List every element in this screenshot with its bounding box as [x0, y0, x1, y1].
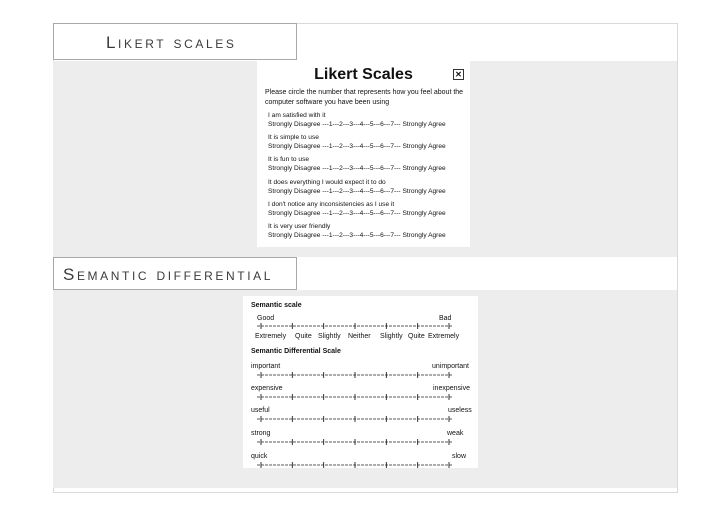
likert-item-scale: Strongly Disagree ---1---2---3---4---5---6---7--- Strongly Agree	[268, 165, 446, 172]
pair-right-label: slow	[452, 453, 467, 460]
likert-item-scale: Strongly Disagree ---1---2---3---4---5---6---7--- Strongly Agree	[268, 210, 446, 217]
semantic-differential-title: Semantic Differential Scale	[251, 348, 341, 355]
degree-label: Quite	[295, 333, 312, 340]
degree-label: Neither	[348, 333, 371, 340]
pair-right-label: unimportant	[432, 363, 469, 370]
likert-item	[268, 111, 446, 129]
likert-item-statement: I am satisfied with it	[268, 112, 326, 119]
degree-label: Quite	[408, 333, 425, 340]
pair-right-label: weak	[447, 430, 464, 437]
pair-left-label: strong	[251, 430, 271, 437]
likert-item-statement: It is fun to use	[268, 156, 310, 163]
semantic-right-anchor: Bad	[439, 315, 452, 322]
likert-item	[268, 222, 446, 240]
heading-likert-scales: Likert scales	[53, 23, 297, 60]
likert-instructions: Please circle the number that represents how you feel about the computer software you have been using	[265, 89, 464, 106]
likert-title: Likert Scales	[314, 66, 413, 83]
likert-figure	[257, 61, 470, 247]
likert-item-statement: It is simple to use	[268, 134, 319, 141]
pair-left-label: useful	[251, 407, 270, 414]
pair-left-label: expensive	[251, 385, 283, 392]
likert-item-scale: Strongly Disagree ---1---2---3---4---5---6---7--- Strongly Agree	[268, 232, 446, 239]
pair-left-label: important	[251, 363, 281, 370]
pair-right-label: useless	[448, 407, 472, 414]
likert-item	[268, 200, 446, 218]
close-icon[interactable]: ✕	[453, 69, 464, 80]
likert-item-scale: Strongly Disagree ---1---2---3---4---5---6---7--- Strongly Agree	[268, 188, 446, 195]
heading-semantic-differential: Semantic differential	[53, 257, 297, 290]
degree-label: Extremely	[428, 333, 460, 340]
pair-left-label: quick	[251, 453, 268, 460]
likert-item-statement: It does everything I would expect it to do	[268, 179, 386, 186]
degree-label: Slightly	[318, 333, 341, 340]
semantic-scale-title: Semantic scale	[251, 302, 302, 309]
likert-item	[268, 178, 446, 196]
likert-item-statement: I don't notice any inconsistencies as I use it	[268, 201, 395, 208]
likert-item	[268, 155, 446, 173]
semantic-left-anchor: Good	[257, 315, 275, 322]
likert-item-scale: Strongly Disagree ---1---2---3---4---5---6---7--- Strongly Agree	[268, 121, 446, 128]
likert-item	[268, 133, 446, 151]
degree-label: Slightly	[380, 333, 403, 340]
likert-item-statement: It is very user friendly	[268, 223, 331, 230]
degree-label: Extremely	[255, 333, 287, 340]
likert-item-scale: Strongly Disagree ---1---2---3---4---5---6---7--- Strongly Agree	[268, 143, 446, 150]
pair-right-label: inexpensive	[433, 385, 470, 392]
semantic-figure	[243, 296, 478, 468]
